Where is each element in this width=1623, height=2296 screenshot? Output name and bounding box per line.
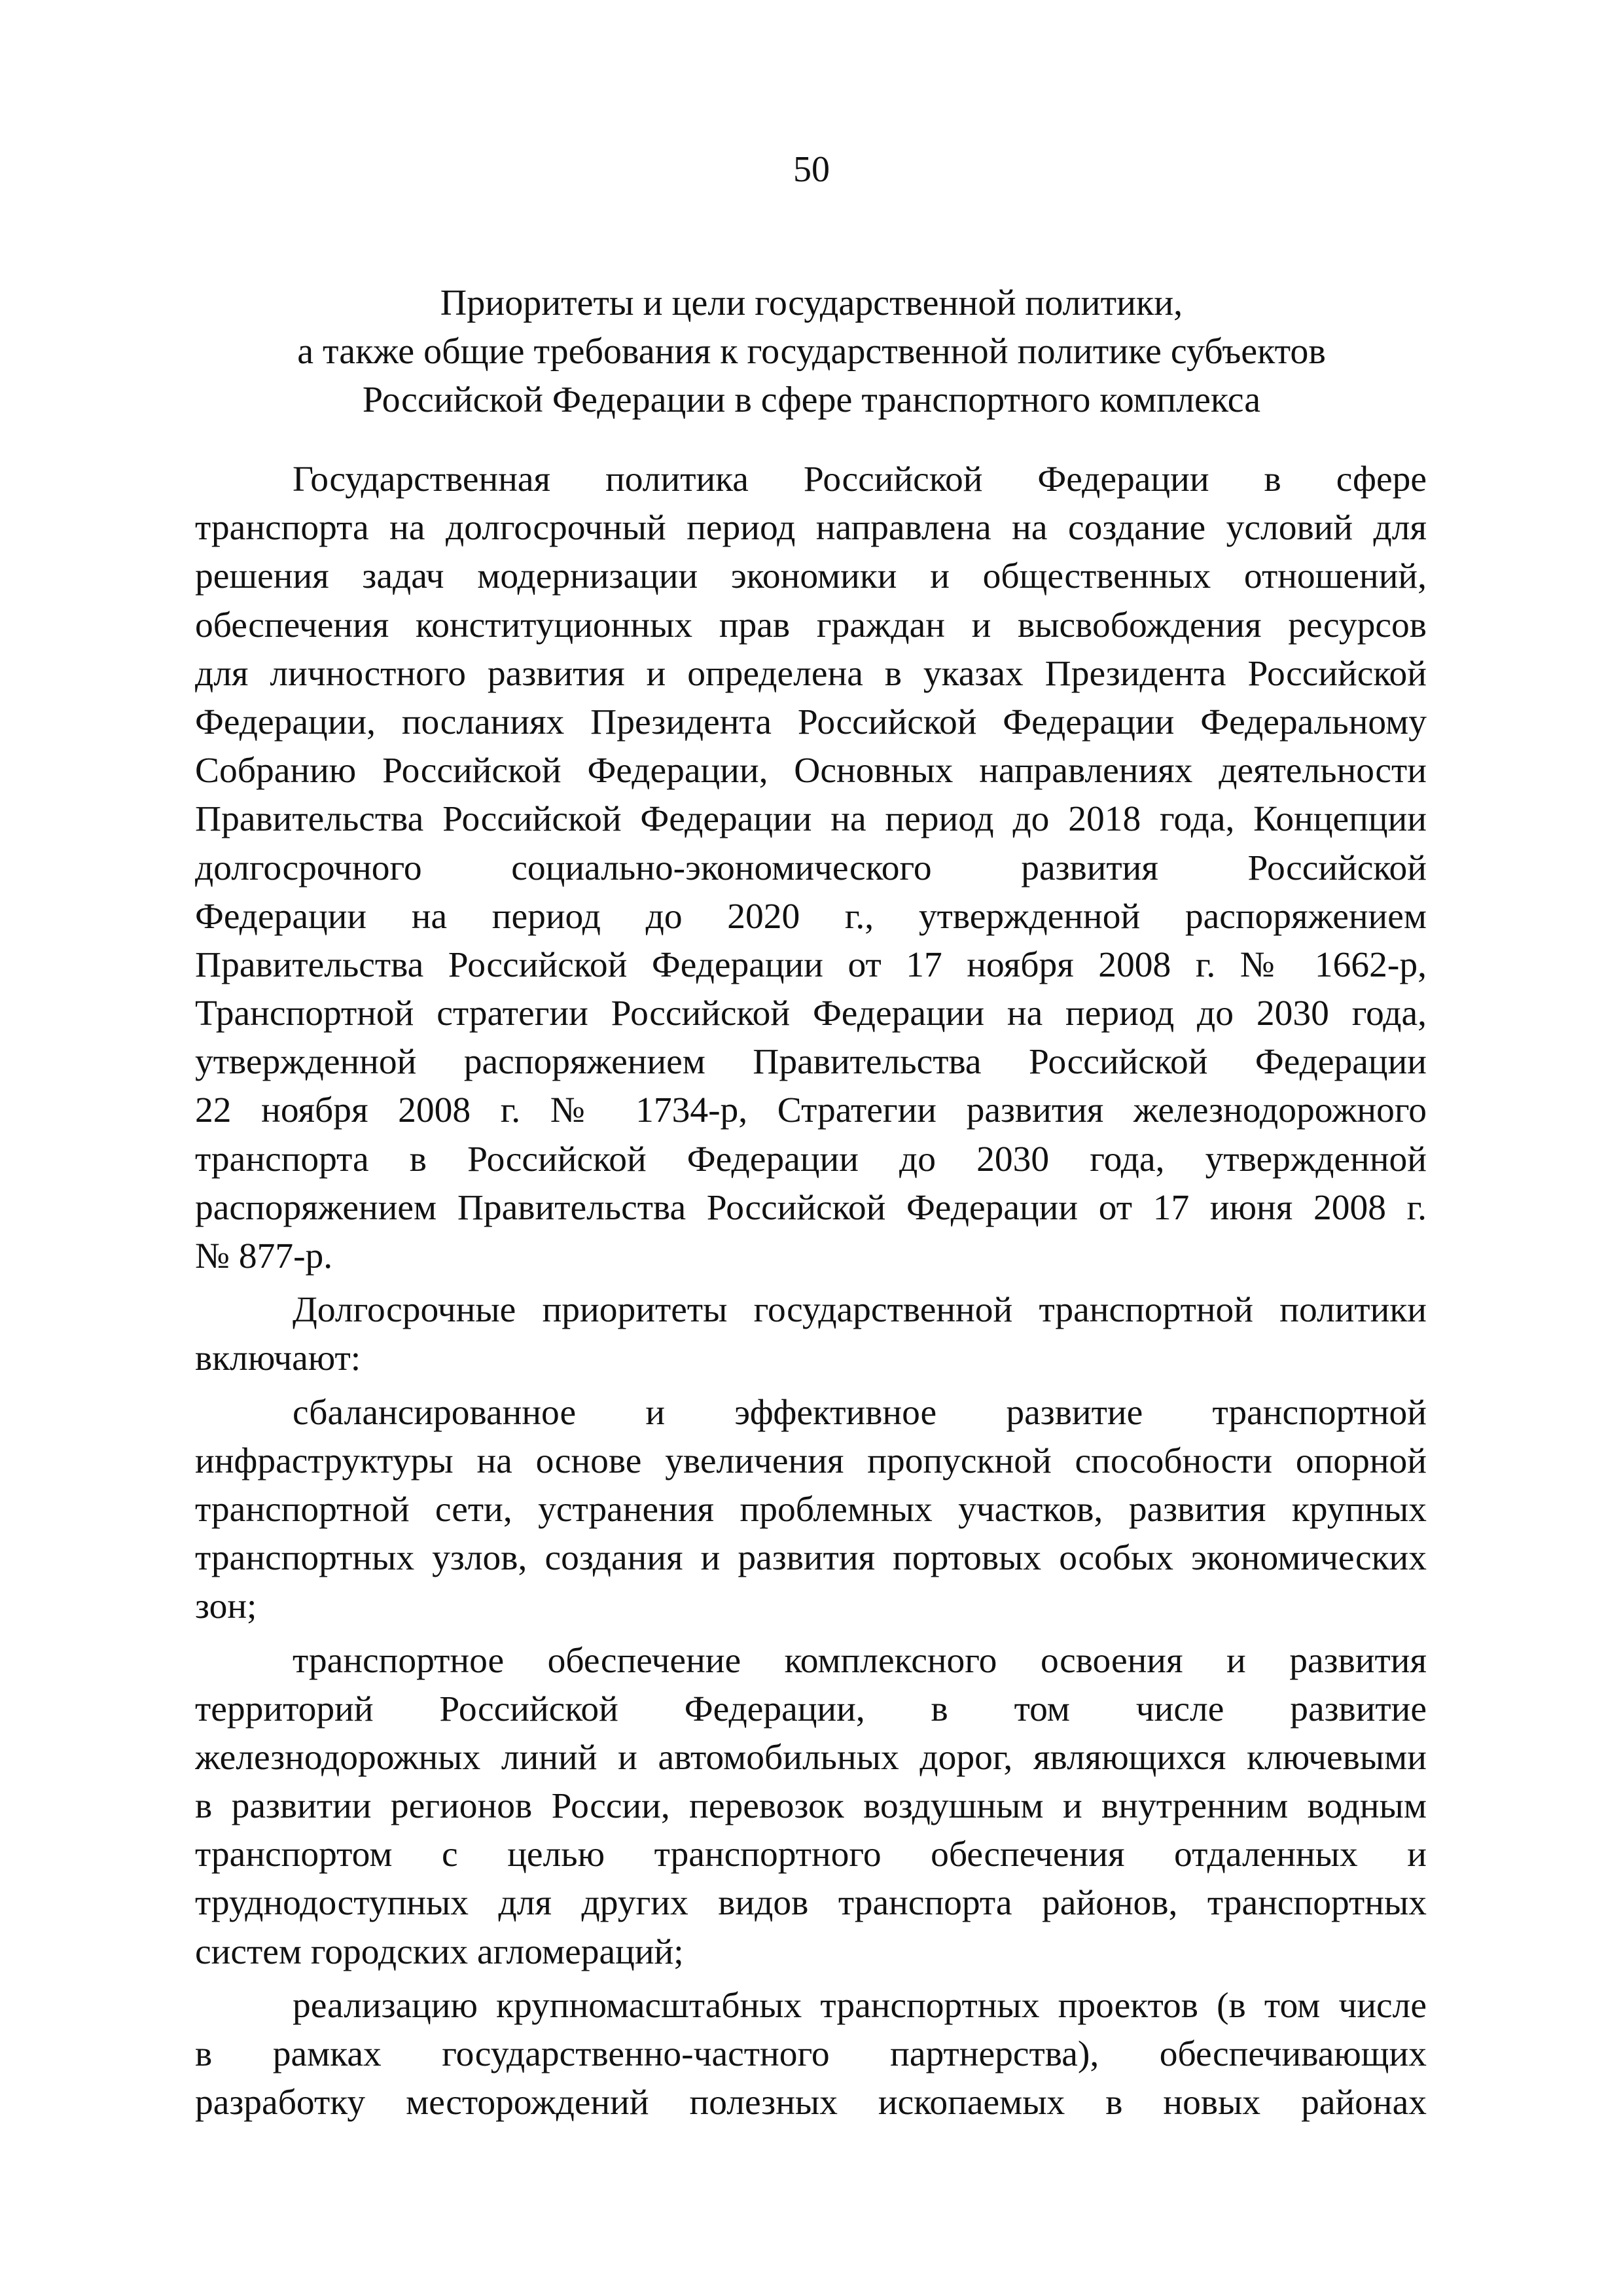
text-line: транспорта на долгосрочный период направлена на создание условий для — [195, 508, 1427, 548]
text-line: Долгосрочные приоритеты государственной транспортной политики — [293, 1290, 1427, 1331]
text-line: распоряжением Правительства Российской Федерации от 17 июня 2008 г. — [195, 1187, 1427, 1228]
text-line: транспортом с целью транспортного обеспечения отдаленных и — [195, 1835, 1427, 1875]
text-line: сбалансированное и эффективное развитие транспортной — [293, 1392, 1427, 1433]
text-line: транспорта в Российской Федерации до 2030 года, утвержденной — [195, 1139, 1427, 1179]
text-line: № 877-р. — [195, 1236, 333, 1276]
paragraph — [195, 1286, 1427, 1383]
document-body — [195, 456, 1427, 2127]
text-line: реализацию крупномасштабных транспортных проектов (в том числе — [293, 1985, 1427, 2026]
text-line: железнодорожных линий и автомобильных дорог, являющихся ключевыми — [195, 1737, 1427, 1778]
paragraph — [195, 1389, 1427, 1632]
paragraph — [195, 456, 1427, 1281]
text-line: зон; — [195, 1587, 257, 1627]
text-line: Правительства Российской Федерации от 17 ноября 2008 г. № 1662-р, — [195, 944, 1427, 985]
heading-line: Приоритеты и цели государственной политики, — [440, 283, 1183, 323]
paragraph — [195, 1982, 1427, 2128]
text-line: транспортной сети, устранения проблемных участков, развития крупных — [195, 1489, 1427, 1530]
text-line: Федерации, посланиях Президента Российской Федерации Федеральному — [195, 702, 1427, 742]
text-line: решения задач модернизации экономики и общественных отношений, — [195, 556, 1427, 597]
text-line: обеспечения конституционных прав граждан и высвобождения ресурсов — [195, 605, 1427, 645]
text-line: 22 ноября 2008 г. № 1734-р, Стратегии развития железнодорожного — [195, 1090, 1427, 1131]
text-line: в рамках государственно-частного партнерства), обеспечивающих — [195, 2034, 1427, 2074]
text-line: Правительства Российской Федерации на период до 2018 года, Концепции — [195, 799, 1427, 840]
heading-line: а также общие требования к государственной политике субъектов — [297, 331, 1326, 372]
text-line: транспортных узлов, создания и развития портовых особых экономических — [195, 1538, 1427, 1579]
text-line: Транспортной стратегии Российской Федерации на период до 2030 года, — [195, 994, 1427, 1034]
text-line: Государственная политика Российской Федерации в сфере — [293, 459, 1427, 499]
text-line: в развитии регионов России, перевозок воздушным и внутренним водным — [195, 1786, 1427, 1827]
heading-line: Российской Федерации в сфере транспортного комплекса — [362, 380, 1261, 420]
text-line: систем городских агломераций; — [195, 1931, 684, 1972]
paragraph — [195, 1637, 1427, 1977]
text-line: инфраструктуры на основе увеличения пропускной способности опорной — [195, 1441, 1427, 1481]
text-line: включают: — [195, 1338, 361, 1379]
text-line: утвержденной распоряжением Правительства Российской Федерации — [195, 1042, 1427, 1083]
text-line: территорий Российской Федерации, в том числе развитие — [195, 1689, 1427, 1729]
text-line: Собранию Российской Федерации, Основных направлениях деятельности — [195, 751, 1427, 791]
page-number: 50 — [793, 149, 830, 190]
text-line: для личностного развития и определена в указах Президента Российской — [195, 653, 1427, 694]
text-line: труднодоступных для других видов транспорта районов, транспортных — [195, 1883, 1427, 1924]
text-line: транспортное обеспечение комплексного освоения и развития — [293, 1640, 1427, 1681]
text-line: разработку месторождений полезных ископаемых в новых районах — [195, 2083, 1427, 2123]
text-line: Федерации на период до 2020 г., утвержденной распоряжением — [195, 896, 1427, 937]
text-line: долгосрочного социально-экономического развития Российской — [195, 848, 1427, 888]
section-heading — [196, 279, 1427, 424]
